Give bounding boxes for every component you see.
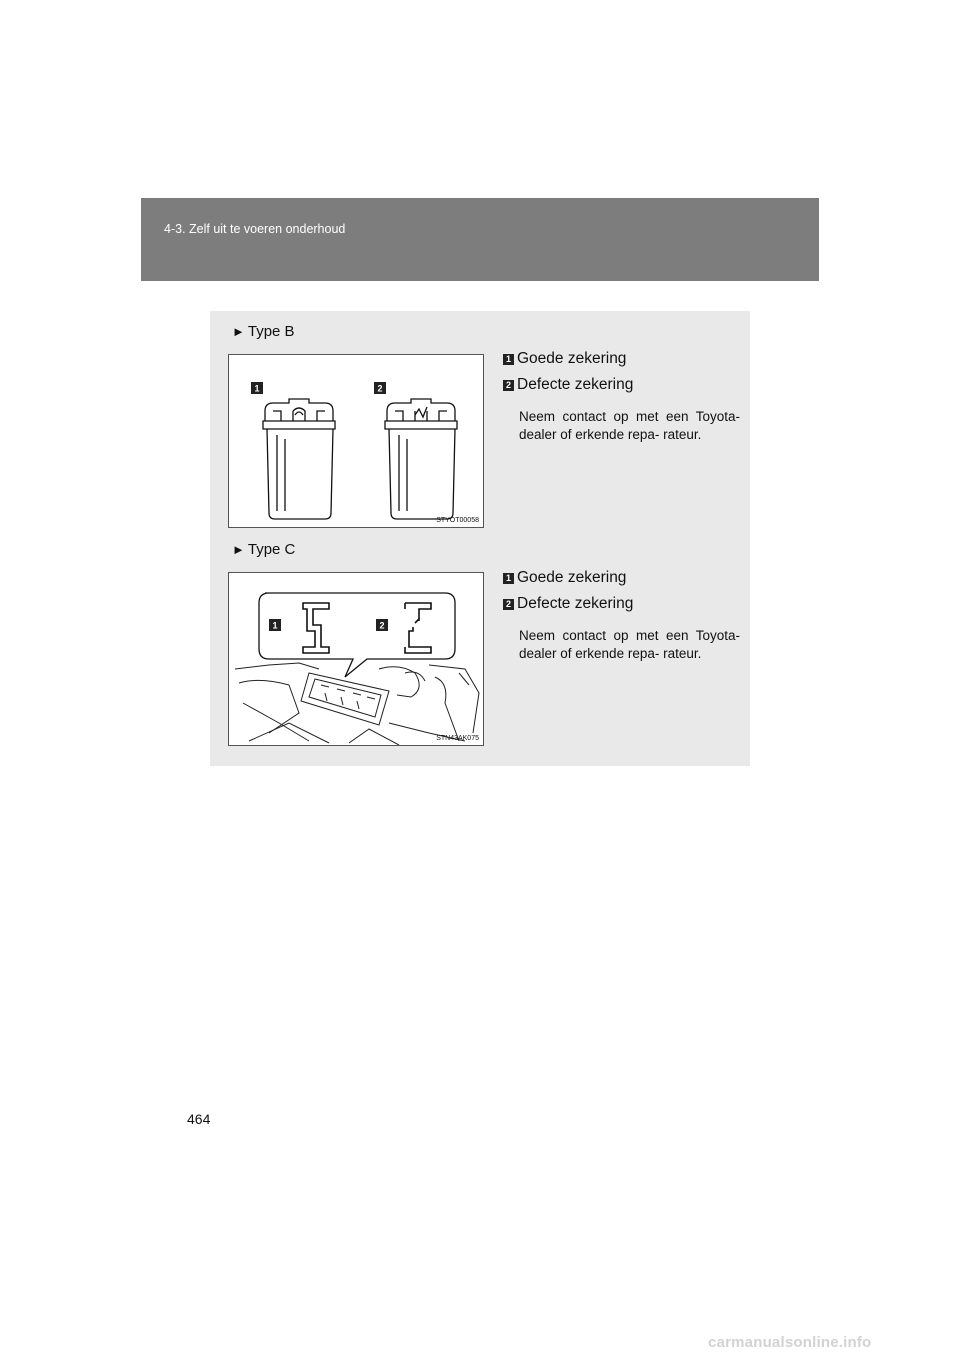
triangle-right-icon: ►	[232, 324, 245, 339]
page-number: 464	[187, 1111, 211, 1127]
number-badge-icon: 2	[503, 380, 514, 391]
type-b-title: Type B	[247, 323, 295, 340]
callout-2-label: 2	[379, 620, 385, 631]
number-badge-icon: 1	[503, 354, 514, 365]
type-c-title: Type C	[247, 541, 296, 558]
item-label: Goede zekering	[517, 350, 627, 367]
chapter-header	[141, 198, 819, 281]
defective-fuse-drawing	[385, 399, 457, 519]
section-title: 4-3. Zelf uit te voeren onderhoud	[164, 222, 346, 236]
callout-1-label: 1	[272, 620, 278, 631]
callout-1-label: 1	[254, 383, 260, 394]
callout-2-label: 2	[377, 383, 383, 394]
type-c-item-good	[503, 569, 626, 587]
type-b-heading	[232, 323, 295, 340]
content-panel	[210, 311, 750, 766]
engine-bay-sketch	[235, 663, 479, 745]
item-label: Defecte zekering	[517, 595, 634, 612]
fuse-type-b-drawing	[229, 355, 484, 528]
number-badge-icon: 1	[503, 573, 514, 584]
type-c-item-defective	[503, 595, 633, 613]
type-c-fuse-illustration	[228, 572, 484, 746]
type-b-item-defective	[503, 376, 633, 394]
figure-code: STYOT00058	[436, 517, 479, 524]
fuse-type-c-drawing	[229, 573, 484, 746]
type-c-heading	[232, 541, 295, 558]
type-b-note: Neem contact op met een Toyota-dealer of erkende repa- rateur.	[519, 409, 740, 442]
item-label: Defecte zekering	[517, 376, 634, 393]
type-b-fuse-illustration	[228, 354, 484, 528]
triangle-right-icon: ►	[232, 542, 245, 557]
zoom-bubble	[259, 593, 455, 677]
item-label: Goede zekering	[517, 569, 627, 586]
good-fuse-drawing	[263, 399, 335, 519]
figure-code: STN43AK075	[436, 735, 479, 742]
watermark-link[interactable]: carmanualsonline.info	[708, 1334, 872, 1351]
type-b-item-good	[503, 350, 626, 368]
type-c-note: Neem contact op met een Toyota-dealer of erkende repa- rateur.	[519, 628, 740, 661]
number-badge-icon: 2	[503, 599, 514, 610]
